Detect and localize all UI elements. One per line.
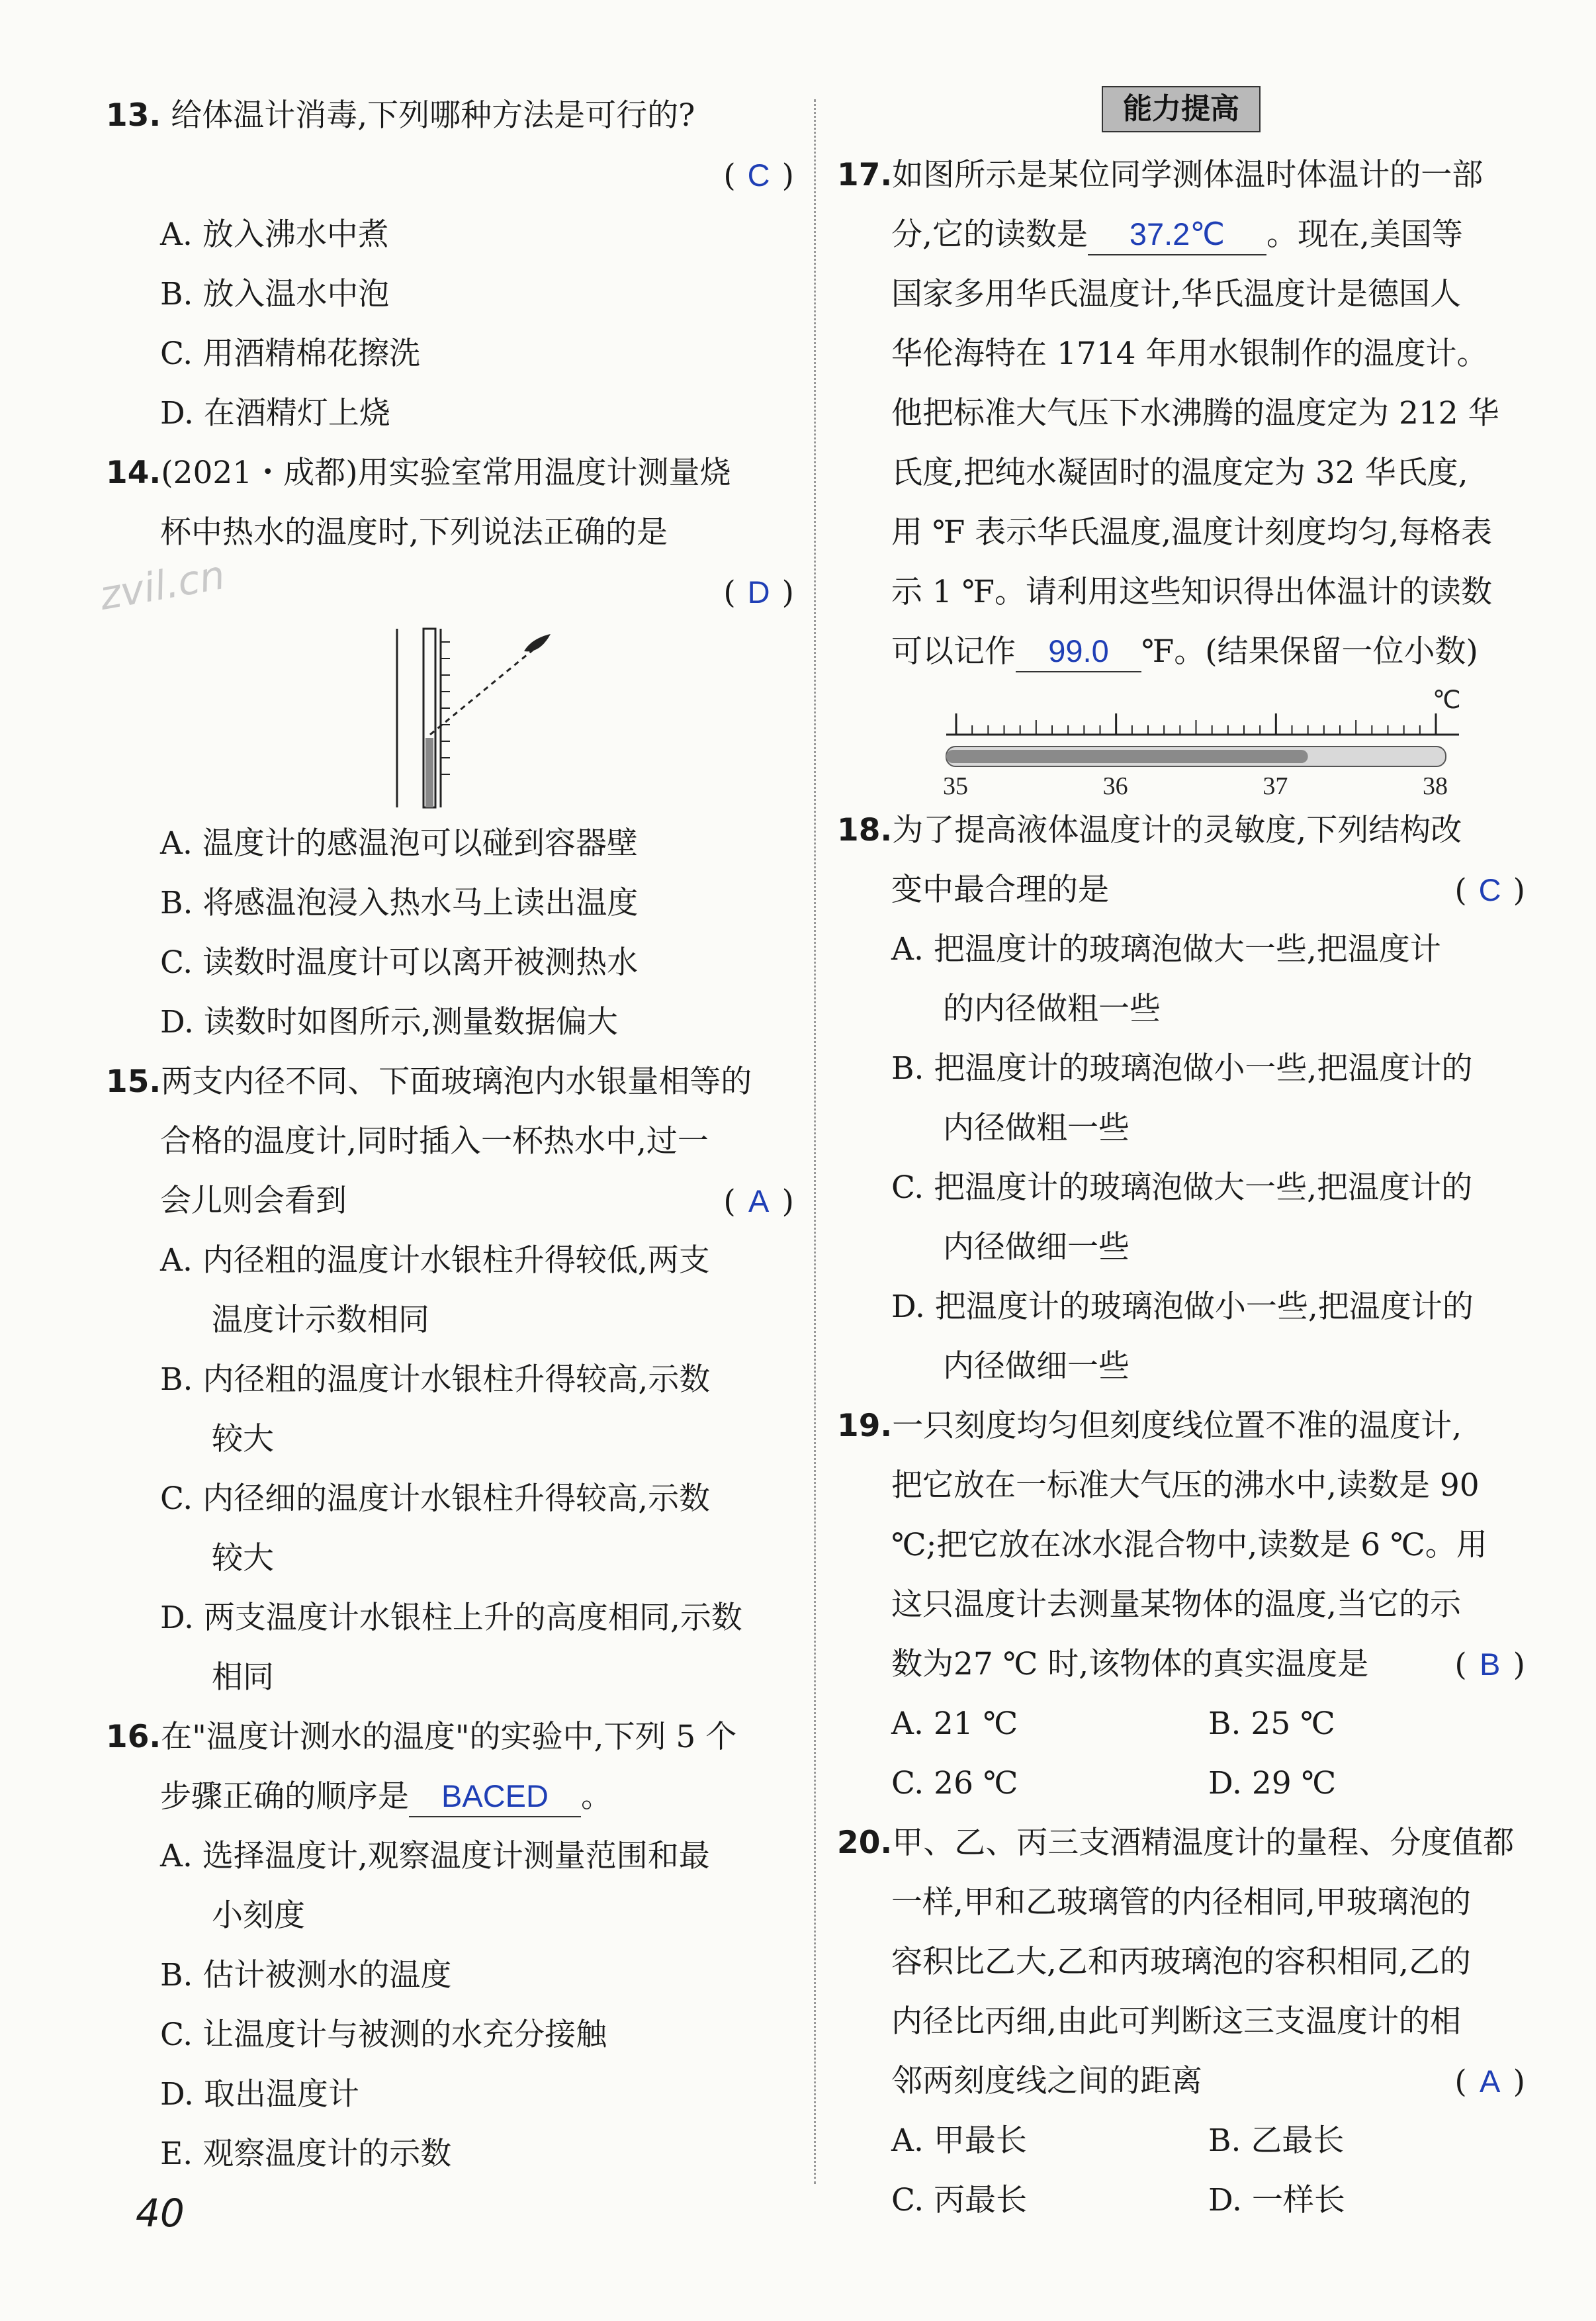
option-d: D. 取出温度计 xyxy=(160,2076,359,2113)
answer-bracket: ( C ) xyxy=(723,146,794,206)
question-text: 如图所示是某位同学测体温时体温计的一部 xyxy=(892,157,1484,193)
question-number: 20. xyxy=(837,1825,893,1861)
question-text-cont: 容积比乙大,乙和丙玻璃泡的容积相同,乙的 xyxy=(891,1944,1471,1980)
question-20 xyxy=(837,1813,1525,2230)
question-15 xyxy=(106,1052,794,1707)
question-text-cont: 用 ℉ 表示华氏温度,温度计刻度均匀,每格表 xyxy=(891,514,1492,551)
thermometer-angle-diagram xyxy=(106,622,794,814)
question-text-cont: 示 1 ℉。请利用这些知识得出体温计的读数 xyxy=(891,574,1493,610)
answer-bracket: ( A ) xyxy=(723,1171,794,1232)
answer: C xyxy=(1478,872,1501,907)
scale-label: 36 xyxy=(1102,772,1128,800)
section-badge-label: 能力提高 xyxy=(1102,86,1261,132)
question-number: 15. xyxy=(106,1064,161,1100)
question-16 xyxy=(106,1707,794,2184)
option-c: C. 用酒精棉花擦洗 xyxy=(160,336,421,372)
question-text: 一只刻度均匀但刻度线位置不准的温度计, xyxy=(892,1408,1462,1444)
question-text-cont: 分,它的读数是 xyxy=(891,216,1088,253)
options-row-1 xyxy=(837,1694,1525,1754)
right-column xyxy=(837,86,1525,2230)
option-b-cont: 内径做粗一些 xyxy=(943,1110,1130,1146)
question-text-cont: 内径比丙细,由此可判断这三支温度计的相 xyxy=(891,2003,1461,2040)
question-text-cont: 他把标准大气压下水沸腾的温度定为 212 华 xyxy=(891,395,1499,432)
left-column xyxy=(106,86,794,2184)
question-number: 17. xyxy=(837,157,893,193)
option-a: A. 21 ℃ xyxy=(891,1706,1018,1742)
question-text-cont: 数为27 ℃ 时,该物体的真实温度是 xyxy=(891,1646,1369,1682)
question-number: 14. xyxy=(106,455,161,491)
question-text-cont: 杯中热水的温度时,下列说法正确的是 xyxy=(160,514,668,551)
question-text: 甲、乙、丙三支酒精温度计的量程、分度值都 xyxy=(892,1825,1515,1861)
scale-label: 37 xyxy=(1263,772,1288,800)
option-d-cont: 相同 xyxy=(212,1659,274,1696)
option-d: D. 29 ℃ xyxy=(1208,1765,1337,1801)
question-text-cont: ℃;把它放在冰水混合物中,读数是 6 ℃。用 xyxy=(891,1527,1487,1563)
column-divider xyxy=(814,99,816,2184)
question-17 xyxy=(837,146,1525,801)
question-text-cont: 氏度,把纯水凝固时的温度定为 32 华氏度, xyxy=(891,455,1468,491)
option-c: C. 让温度计与被测的水充分接触 xyxy=(160,2017,607,2053)
option-a: A. 放入沸水中煮 xyxy=(160,216,389,253)
option-d-cont: 内径做细一些 xyxy=(943,1348,1130,1385)
question-number: 19. xyxy=(837,1408,893,1444)
question-text-cont: 。现在,美国等 xyxy=(1266,216,1463,253)
thermometer-unit: ℃ xyxy=(1433,686,1461,714)
option-a: A. 选择温度计,观察温度计测量范围和最 xyxy=(160,1838,710,1874)
question-text: 为了提高液体温度计的灵敏度,下列结构改 xyxy=(892,812,1462,848)
option-a: A. 内径粗的温度计水银柱升得较低,两支 xyxy=(160,1242,710,1279)
option-a: A. 甲最长 xyxy=(891,2122,1027,2159)
option-c: C. 把温度计的玻璃泡做大一些,把温度计的 xyxy=(891,1169,1473,1206)
option-b: B. 将感温泡浸入热水马上读出温度 xyxy=(160,885,639,921)
options-row-2 xyxy=(837,2171,1525,2230)
question-number: 16. xyxy=(106,1719,161,1755)
question-text: 给体温计消毒,下列哪种方法是可行的? xyxy=(171,97,695,134)
punctuation: 。 xyxy=(581,1778,612,1815)
option-c: C. 内径细的温度计水银柱升得较高,示数 xyxy=(160,1480,711,1517)
option-b: B. 把温度计的玻璃泡做小一些,把温度计的 xyxy=(891,1050,1473,1087)
question-13 xyxy=(106,86,794,443)
answer: A xyxy=(1479,2064,1501,2099)
option-b: B. 估计被测水的温度 xyxy=(160,1957,452,1993)
option-b: B. 乙最长 xyxy=(1208,2122,1345,2159)
question-text-cont: 合格的温度计,同时插入一杯热水中,过一 xyxy=(160,1123,709,1160)
question-text-cont: 这只温度计去测量某物体的温度,当它的示 xyxy=(891,1586,1461,1623)
question-text-cont: 把它放在一标准大气压的沸水中,读数是 90 xyxy=(891,1467,1480,1504)
figure-clinical-thermometer xyxy=(837,682,1525,801)
question-text-cont: 国家多用华氏温度计,华氏温度计是德国人 xyxy=(891,276,1461,312)
question-19 xyxy=(837,1396,1525,1813)
answer-blank-reading: 37.2℃ xyxy=(1088,214,1266,255)
option-e: E. 观察温度计的示数 xyxy=(160,2136,452,2172)
option-c: C. 26 ℃ xyxy=(891,1765,1018,1801)
question-text-cont: 一样,甲和乙玻璃管的内径相同,甲玻璃泡的 xyxy=(891,1884,1471,1921)
question-text: 两支内径不同、下面玻璃泡内水银量相等的 xyxy=(161,1064,752,1100)
watermark: zvil.cn xyxy=(96,551,229,620)
clinical-thermometer-scale xyxy=(837,682,1525,801)
question-text-cont: 变中最合理的是 xyxy=(891,872,1109,908)
option-a: A. 把温度计的玻璃泡做大一些,把温度计 xyxy=(891,931,1441,968)
option-a-cont: 温度计示数相同 xyxy=(212,1302,429,1338)
answer-bracket: ( D ) xyxy=(723,563,794,623)
option-a-cont: 小刻度 xyxy=(212,1897,305,1934)
question-number: 13. xyxy=(106,97,161,134)
scale-ticks xyxy=(956,713,1436,735)
answer: A xyxy=(748,1183,770,1218)
mercury-column xyxy=(946,750,1308,763)
option-c: C. 丙最长 xyxy=(891,2182,1028,2218)
page-number: 40 xyxy=(136,2191,185,2236)
question-text-cont: 可以记作 xyxy=(891,633,1016,670)
question-text-cont: ℉。(结果保留一位小数) xyxy=(1141,633,1478,670)
option-d: D. 一样长 xyxy=(1208,2182,1345,2218)
question-text-cont: 会儿则会看到 xyxy=(160,1183,347,1219)
answer: D xyxy=(747,574,770,610)
question-text-cont: 步骤正确的顺序是 xyxy=(160,1778,409,1815)
question-text: 在"温度计测水的温度"的实验中,下列 5 个 xyxy=(161,1719,737,1755)
answer: B xyxy=(1479,1647,1501,1682)
option-a: A. 温度计的感温泡可以碰到容器壁 xyxy=(160,825,638,862)
answer-blank: BACED xyxy=(409,1776,581,1817)
question-number: 18. xyxy=(837,812,893,848)
options-row-2 xyxy=(837,1754,1525,1813)
option-c-cont: 内径做细一些 xyxy=(943,1229,1130,1265)
figure-thermometer-reading-angle xyxy=(106,622,794,814)
option-b-cont: 较大 xyxy=(212,1421,274,1457)
question-text: (2021・成都)用实验室常用温度计测量烧 xyxy=(161,455,731,491)
answer-bracket: ( A ) xyxy=(1454,2052,1525,2112)
option-c: C. 读数时温度计可以离开被测热水 xyxy=(160,944,639,981)
option-b: B. 内径粗的温度计水银柱升得较高,示数 xyxy=(160,1361,711,1398)
option-b: B. 25 ℃ xyxy=(1208,1706,1335,1742)
option-c-cont: 较大 xyxy=(212,1540,274,1576)
scale-label: 35 xyxy=(943,772,968,800)
answer-bracket: ( C ) xyxy=(1454,860,1525,921)
options-row-1 xyxy=(837,2111,1525,2171)
option-d: D. 读数时如图所示,测量数据偏大 xyxy=(160,1004,618,1040)
option-b: B. 放入温水中泡 xyxy=(160,276,390,312)
option-a-cont: 的内径做粗一些 xyxy=(943,991,1161,1027)
section-badge xyxy=(837,86,1525,146)
question-text-cont: 华伦海特在 1714 年用水银制作的温度计。 xyxy=(891,336,1488,372)
question-14 xyxy=(106,443,794,1052)
option-d: D. 两支温度计水银柱上升的高度相同,示数 xyxy=(160,1600,742,1636)
option-d: D. 在酒精灯上烧 xyxy=(160,395,390,432)
scale-labels xyxy=(943,772,1448,800)
answer: C xyxy=(747,158,770,193)
answer-blank-fahrenheit: 99.0 xyxy=(1016,631,1141,672)
option-d: D. 把温度计的玻璃泡做小一些,把温度计的 xyxy=(891,1289,1474,1325)
question-18 xyxy=(837,801,1525,1396)
answer-bracket: ( B ) xyxy=(1454,1635,1525,1695)
question-text-cont: 邻两刻度线之间的距离 xyxy=(891,2063,1202,2099)
scale-label: 38 xyxy=(1423,772,1448,800)
